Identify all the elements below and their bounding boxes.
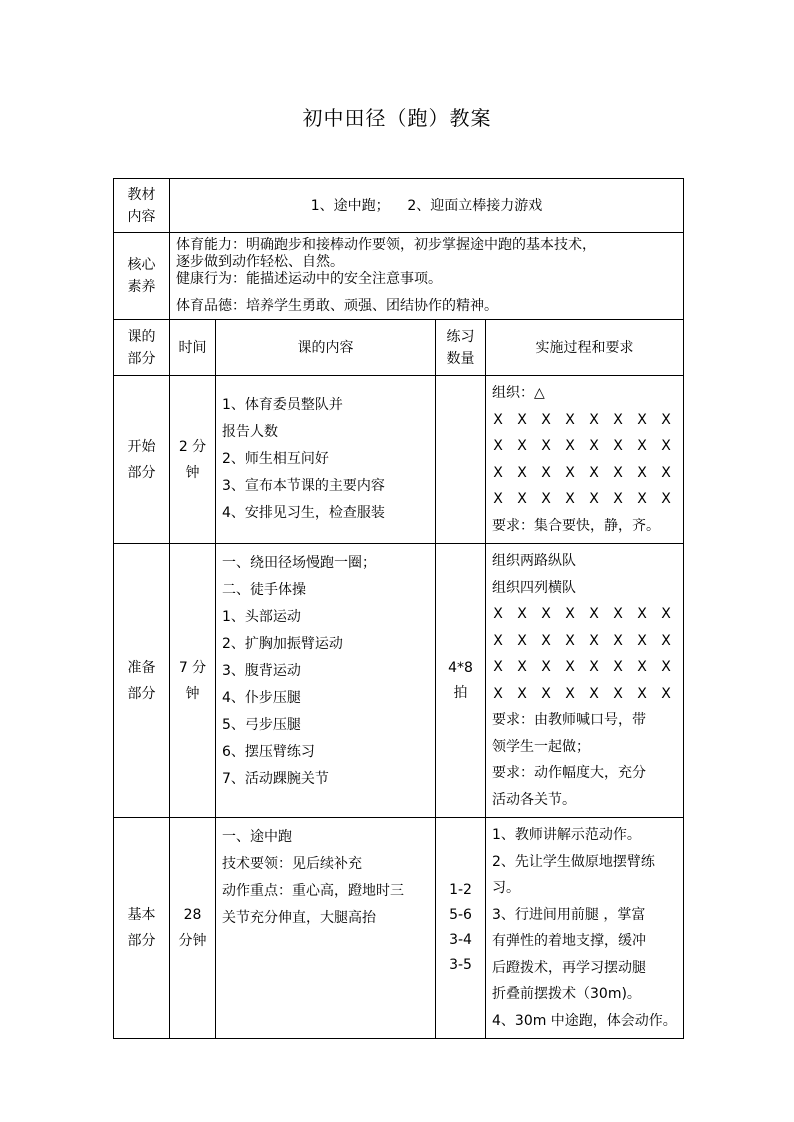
row-part: 准备 部分	[114, 544, 170, 818]
impl-line: 组织两路纵队	[492, 553, 576, 569]
content-line: 7、活动踝腕关节	[222, 771, 329, 787]
row-impl	[486, 544, 684, 818]
formation-row	[492, 407, 672, 434]
formation-row	[492, 628, 672, 655]
header-time: 时间	[170, 320, 216, 376]
formation-mark: X	[661, 606, 671, 622]
formation-mark: X	[637, 606, 647, 622]
count-line: 3-4	[449, 932, 472, 948]
impl-line: 领学生一起做；	[492, 738, 590, 755]
formation-mark: X	[565, 411, 575, 428]
formation-row	[492, 486, 672, 513]
row-part: 开始 部分	[114, 376, 170, 544]
formation-mark: X	[637, 685, 647, 702]
formation-mark: X	[637, 491, 647, 507]
impl-line: 4、30m 中途跑，体会动作。	[492, 1012, 677, 1029]
formation-mark: X	[517, 606, 527, 622]
formation-mark: X	[661, 685, 671, 702]
core-literacy-row	[114, 233, 684, 320]
row-content	[216, 376, 436, 544]
row-content	[216, 818, 436, 1039]
formation-mark: X	[517, 659, 527, 675]
formation-mark: X	[541, 685, 551, 702]
formation-mark: X	[493, 659, 503, 675]
row-impl	[486, 376, 684, 544]
content-line: 5、弓步压腿	[222, 717, 301, 733]
formation-mark: X	[613, 464, 623, 481]
core-literacy-text: 体育能力：明确跑步和接棒动作要领，初步掌握途中跑的基本技术， 逐步做到动作轻松、自然。 健康行为：能描述运动中的安全注意事项。 体育品德：培养学生勇敢、顽强、团结协作的精神。	[170, 233, 684, 320]
row-count	[436, 544, 486, 818]
formation-mark: X	[541, 659, 551, 675]
formation-mark: X	[661, 632, 671, 649]
content-line: 4、仆步压腿	[222, 690, 301, 706]
materials-value: 1、途中跑； 2、迎面立棒接力游戏	[170, 179, 684, 233]
formation-row	[492, 654, 672, 681]
formation-mark: X	[517, 632, 527, 649]
impl-line: 要求：由教师喊口号，带	[492, 712, 646, 728]
content-line: 一、途中跑	[222, 829, 292, 845]
formation-mark: X	[541, 438, 551, 454]
count-line: 3-5	[449, 957, 472, 973]
formation-mark: X	[661, 464, 671, 481]
formation-mark: X	[541, 632, 551, 649]
formation-mark: X	[517, 685, 527, 702]
formation-mark: X	[613, 685, 623, 702]
table-header-row	[114, 320, 684, 376]
formation-mark: X	[541, 464, 551, 481]
formation-mark: X	[613, 659, 623, 675]
count-line: 拍	[453, 684, 468, 701]
row-time: 2 分 钟	[170, 376, 216, 544]
formation-mark: X	[637, 659, 647, 675]
table-row	[114, 818, 684, 1039]
header-count: 练习 数量	[436, 320, 486, 376]
formation-mark: X	[493, 632, 503, 649]
page-title: 初中田径（跑）教案	[302, 106, 492, 130]
formation-mark: X	[493, 438, 503, 454]
formation-mark: X	[613, 491, 623, 507]
core-literacy-label: 核心 素养	[114, 233, 170, 320]
formation-mark: X	[565, 606, 575, 622]
row-time: 28 分钟	[170, 818, 216, 1039]
formation-mark: X	[541, 411, 551, 428]
impl-line: 组织四列横队	[492, 579, 576, 596]
formation-mark: X	[565, 464, 575, 481]
impl-line: 有弹性的着地支撑，缓冲	[492, 933, 646, 949]
content-line: 关节充分伸直，大腿高抬	[222, 910, 376, 926]
formation-row	[492, 601, 672, 628]
formation-mark: X	[493, 464, 503, 481]
impl-line: 要求：动作幅度大，充分	[492, 765, 646, 781]
formation-mark: X	[589, 632, 599, 649]
impl-line: 活动各关节。	[492, 791, 576, 808]
formation-mark: X	[661, 411, 671, 428]
formation-mark: X	[565, 685, 575, 702]
formation-mark: X	[589, 438, 599, 454]
formation-mark: X	[637, 632, 647, 649]
formation-mark: X	[589, 685, 599, 702]
formation-mark: X	[613, 632, 623, 649]
content-line: 3、宣布本节课的主要内容	[222, 478, 385, 494]
header-content: 课的内容	[216, 320, 436, 376]
formation-mark: X	[565, 491, 575, 507]
impl-line: 3、行进间用前腿 ，掌富	[492, 906, 646, 923]
formation-mark: X	[493, 491, 503, 507]
table-row	[114, 544, 684, 818]
formation-mark: X	[517, 411, 527, 428]
row-part: 基本 部分	[114, 818, 170, 1039]
formation-mark: X	[661, 438, 671, 454]
impl-line: 后蹬拨术，再学习摆动腿	[492, 959, 646, 976]
formation-mark: X	[637, 464, 647, 481]
row-count	[436, 376, 486, 544]
formation-row	[492, 460, 672, 487]
formation-mark: X	[493, 685, 503, 702]
formation-mark: X	[565, 659, 575, 675]
content-line: 2、师生相互问好	[222, 451, 329, 467]
row-content	[216, 544, 436, 818]
table-row	[114, 376, 684, 544]
formation-row	[492, 681, 672, 708]
content-line: 4、安排见习生，检查服装	[222, 505, 385, 521]
row-impl	[486, 818, 684, 1039]
formation-mark: X	[565, 438, 575, 454]
content-line: 6、摆压臂练习	[222, 744, 315, 760]
materials-row	[114, 179, 684, 233]
impl-line: 习。	[492, 880, 520, 896]
content-line: 二、徒手体操	[222, 582, 306, 598]
formation-mark: X	[517, 464, 527, 481]
content-line: 报告人数	[222, 424, 278, 440]
count-line: 4*8	[448, 659, 473, 676]
formation-mark: X	[541, 491, 551, 507]
formation-mark: X	[589, 491, 599, 507]
content-line: 1、体育委员整队并	[222, 397, 343, 413]
formation-mark: X	[589, 464, 599, 481]
formation-mark: X	[661, 659, 671, 675]
content-line: 动作重点：重心高，蹬地时三	[222, 883, 404, 899]
row-count	[436, 818, 486, 1039]
formation-mark: X	[493, 606, 503, 622]
count-line: 5-6	[449, 907, 472, 923]
content-line: 1、头部运动	[222, 609, 301, 625]
content-line: 一、绕田径场慢跑一圈；	[222, 555, 376, 571]
formation-row	[492, 433, 672, 460]
materials-label: 教材 内容	[114, 179, 170, 233]
formation-mark: X	[589, 606, 599, 622]
formation-mark: X	[493, 411, 503, 428]
formation-mark: X	[517, 438, 527, 454]
formation-mark: X	[613, 411, 623, 428]
formation-mark: X	[613, 438, 623, 454]
formation-mark: X	[589, 659, 599, 675]
impl-line: 要求：集合要快，静，齐。	[492, 517, 660, 534]
impl-line: 折叠前摆拨术（30m)。	[492, 986, 641, 1002]
impl-line: 2、先让学生做原地摆臂练	[492, 853, 655, 870]
formation-mark: X	[661, 491, 671, 507]
header-impl: 实施过程和要求	[486, 320, 684, 376]
content-line: 2、扩胸加振臂运动	[222, 636, 343, 652]
formation-mark: X	[565, 632, 575, 649]
count-line: 1-2	[449, 882, 472, 898]
header-part: 课的 部分	[114, 320, 170, 376]
impl-line: 1、教师讲解示范动作。	[492, 827, 641, 843]
formation-mark: X	[637, 411, 647, 428]
formation-mark: X	[613, 606, 623, 622]
formation-mark: X	[589, 411, 599, 428]
impl-line: 组织：△	[492, 385, 545, 401]
content-line: 技术要领：见后续补充	[222, 856, 362, 872]
lesson-plan-table	[113, 178, 684, 1039]
content-line: 3、腹背运动	[222, 663, 301, 679]
formation-mark: X	[517, 491, 527, 507]
formation-mark: X	[541, 606, 551, 622]
formation-mark: X	[637, 438, 647, 454]
row-time: 7 分 钟	[170, 544, 216, 818]
